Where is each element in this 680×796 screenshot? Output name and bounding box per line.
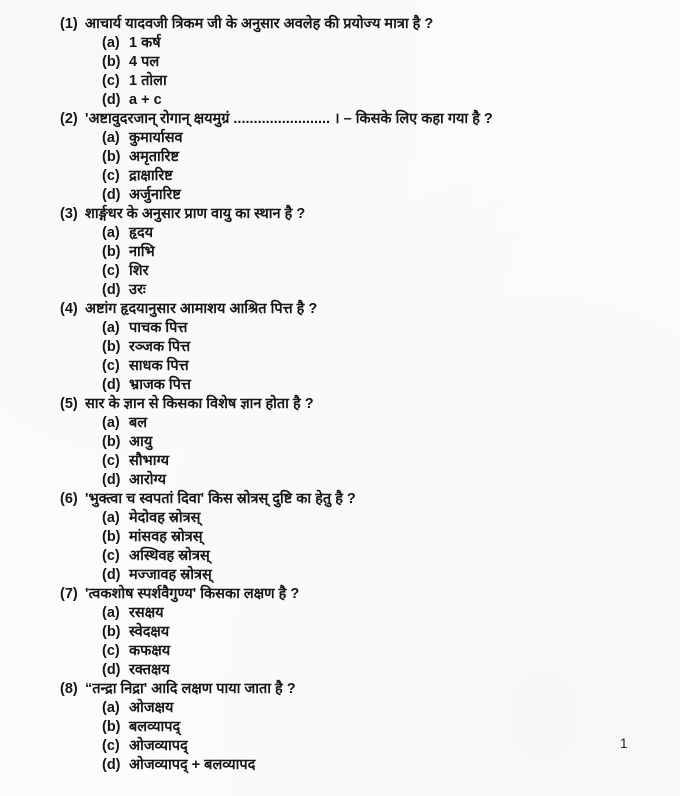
option-text: रक्तक्षय <box>129 662 170 678</box>
question-heading <box>0 300 680 319</box>
option-a <box>0 699 680 718</box>
option-a <box>0 224 680 243</box>
option-a <box>0 604 680 623</box>
option-label: (d) <box>102 187 121 203</box>
option-c <box>0 167 680 186</box>
question-heading <box>0 110 680 129</box>
option-label: (b) <box>102 434 121 450</box>
option-text: पाचक पित्त <box>129 320 188 336</box>
option-label: (d) <box>102 377 121 393</box>
option-label: (c) <box>102 453 120 469</box>
option-label: (d) <box>102 757 121 773</box>
question-text: सार के ज्ञान से किसका विशेष ज्ञान होता है ? <box>85 396 314 412</box>
option-d <box>0 376 680 395</box>
question-heading <box>0 585 680 604</box>
option-d <box>0 471 680 490</box>
option-label: (a) <box>102 415 120 431</box>
option-d <box>0 186 680 205</box>
option-text: अर्जुनारिष्ट <box>129 187 181 203</box>
question-heading <box>0 680 680 699</box>
option-a <box>0 319 680 338</box>
question-6 <box>0 490 680 585</box>
option-a <box>0 414 680 433</box>
option-label: (d) <box>102 92 121 108</box>
option-text: बल <box>129 415 148 431</box>
option-label: (a) <box>102 225 120 241</box>
option-b <box>0 148 680 167</box>
option-d <box>0 91 680 110</box>
option-d <box>0 756 680 775</box>
option-label: (d) <box>102 282 121 298</box>
question-text: आचार्य यादवजी त्रिकम जी के अनुसार अवलेह की प्रयोज्य मात्रा है ? <box>85 16 434 32</box>
option-text: रञ्जक पित्त <box>129 339 191 355</box>
option-c <box>0 72 680 91</box>
page-number: 1 <box>620 736 628 751</box>
question-8 <box>0 680 680 775</box>
option-text: 1 तोला <box>129 73 167 89</box>
option-text: 4 पल <box>129 54 160 70</box>
question-4 <box>0 300 680 395</box>
option-text: ओजव्यापद् + बलव्यापद <box>129 757 256 773</box>
option-c <box>0 737 680 756</box>
option-label: (c) <box>102 168 120 184</box>
option-text: कुमार्यासव <box>129 130 183 146</box>
question-number: (1) <box>60 16 78 32</box>
option-c <box>0 262 680 281</box>
question-2 <box>0 110 680 205</box>
question-heading <box>0 395 680 414</box>
option-text: मज्जावह स्रोत्रस् <box>129 567 212 583</box>
question-text: 'भुक्त्वा च स्वपतां दिवा' किस स्रोत्रस् दुष्टि का हेतु है ? <box>85 491 356 507</box>
option-label: (b) <box>102 54 121 70</box>
option-label: (c) <box>102 548 120 564</box>
question-heading <box>0 490 680 509</box>
option-c <box>0 642 680 661</box>
option-text: ओजक्षय <box>129 700 174 716</box>
option-a <box>0 34 680 53</box>
question-text: अष्टांग हृदयानुसार आमाशय आश्रित पित्त है ? <box>85 301 318 317</box>
option-text: नाभि <box>129 244 155 260</box>
option-text: कफक्षय <box>129 643 171 659</box>
option-text: शिर <box>129 263 149 279</box>
question-heading <box>0 205 680 224</box>
option-label: (a) <box>102 605 120 621</box>
option-text: उरः <box>129 282 146 298</box>
option-label: (b) <box>102 719 121 735</box>
question-3 <box>0 205 680 300</box>
option-b <box>0 338 680 357</box>
question-number: (2) <box>60 111 78 127</box>
option-c <box>0 547 680 566</box>
option-b <box>0 53 680 72</box>
option-d <box>0 566 680 585</box>
option-text: मेदोवह स्रोत्रस् <box>129 510 201 526</box>
option-c <box>0 452 680 471</box>
option-text: आरोग्य <box>129 472 166 488</box>
option-text: 1 कर्ष <box>129 35 161 51</box>
option-d <box>0 661 680 680</box>
question-1 <box>0 15 680 110</box>
option-label: (b) <box>102 339 121 355</box>
questions-list <box>0 15 680 775</box>
option-text: स्वेदक्षय <box>129 624 170 640</box>
question-text: 'अष्टावुदरजान् रोगान् क्षयमुग्रं ........................ । – किसके लिए कहा गया है ? <box>85 111 493 127</box>
option-d <box>0 281 680 300</box>
option-text: अमृतारिष्ट <box>129 149 179 165</box>
option-label: (b) <box>102 149 121 165</box>
question-text: “तन्द्रा निद्रा' आदि लक्षण पाया जाता है ? <box>85 681 296 697</box>
question-7 <box>0 585 680 680</box>
option-label: (d) <box>102 662 121 678</box>
option-label: (b) <box>102 624 121 640</box>
option-label: (c) <box>102 738 120 754</box>
option-text: a + c <box>129 92 162 108</box>
question-number: (5) <box>60 396 78 412</box>
option-text: साधक पित्त <box>129 358 189 374</box>
option-b <box>0 718 680 737</box>
option-label: (c) <box>102 358 120 374</box>
option-b <box>0 623 680 642</box>
option-c <box>0 357 680 376</box>
option-b <box>0 528 680 547</box>
question-number: (3) <box>60 206 78 222</box>
option-label: (c) <box>102 73 120 89</box>
option-text: बलव्यापद् <box>129 719 181 735</box>
option-text: अस्थिवह स्रोत्रस् <box>129 548 210 564</box>
option-text: द्राक्षारिष्ट <box>129 168 173 184</box>
option-label: (a) <box>102 320 120 336</box>
option-label: (c) <box>102 643 120 659</box>
option-label: (a) <box>102 510 120 526</box>
option-text: मांसवह स्रोत्रस् <box>129 529 203 545</box>
question-number: (4) <box>60 301 78 317</box>
option-b <box>0 433 680 452</box>
option-label: (a) <box>102 130 120 146</box>
option-a <box>0 509 680 528</box>
option-a <box>0 129 680 148</box>
option-text: सौभाग्य <box>129 453 169 469</box>
option-label: (a) <box>102 35 120 51</box>
option-text: हृदय <box>129 225 154 241</box>
option-text: भ्राजक पित्त <box>129 377 191 393</box>
question-text: 'त्वकशोष स्पर्शवैगुण्य' किसका लक्षण है ? <box>85 586 300 602</box>
option-text: रसक्षय <box>129 605 164 621</box>
option-text: आयु <box>129 434 153 450</box>
question-number: (8) <box>60 681 78 697</box>
question-5 <box>0 395 680 490</box>
option-label: (b) <box>102 244 121 260</box>
option-label: (c) <box>102 263 120 279</box>
question-text: शार्ङ्गधर के अनुसार प्राण वायु का स्थान है ? <box>85 206 306 222</box>
question-number: (6) <box>60 491 78 507</box>
option-label: (d) <box>102 472 121 488</box>
option-label: (d) <box>102 567 121 583</box>
option-b <box>0 243 680 262</box>
option-label: (a) <box>102 700 120 716</box>
option-text: ओजव्यापद् <box>129 738 188 754</box>
question-number: (7) <box>60 586 78 602</box>
option-label: (b) <box>102 529 121 545</box>
question-heading <box>0 15 680 34</box>
